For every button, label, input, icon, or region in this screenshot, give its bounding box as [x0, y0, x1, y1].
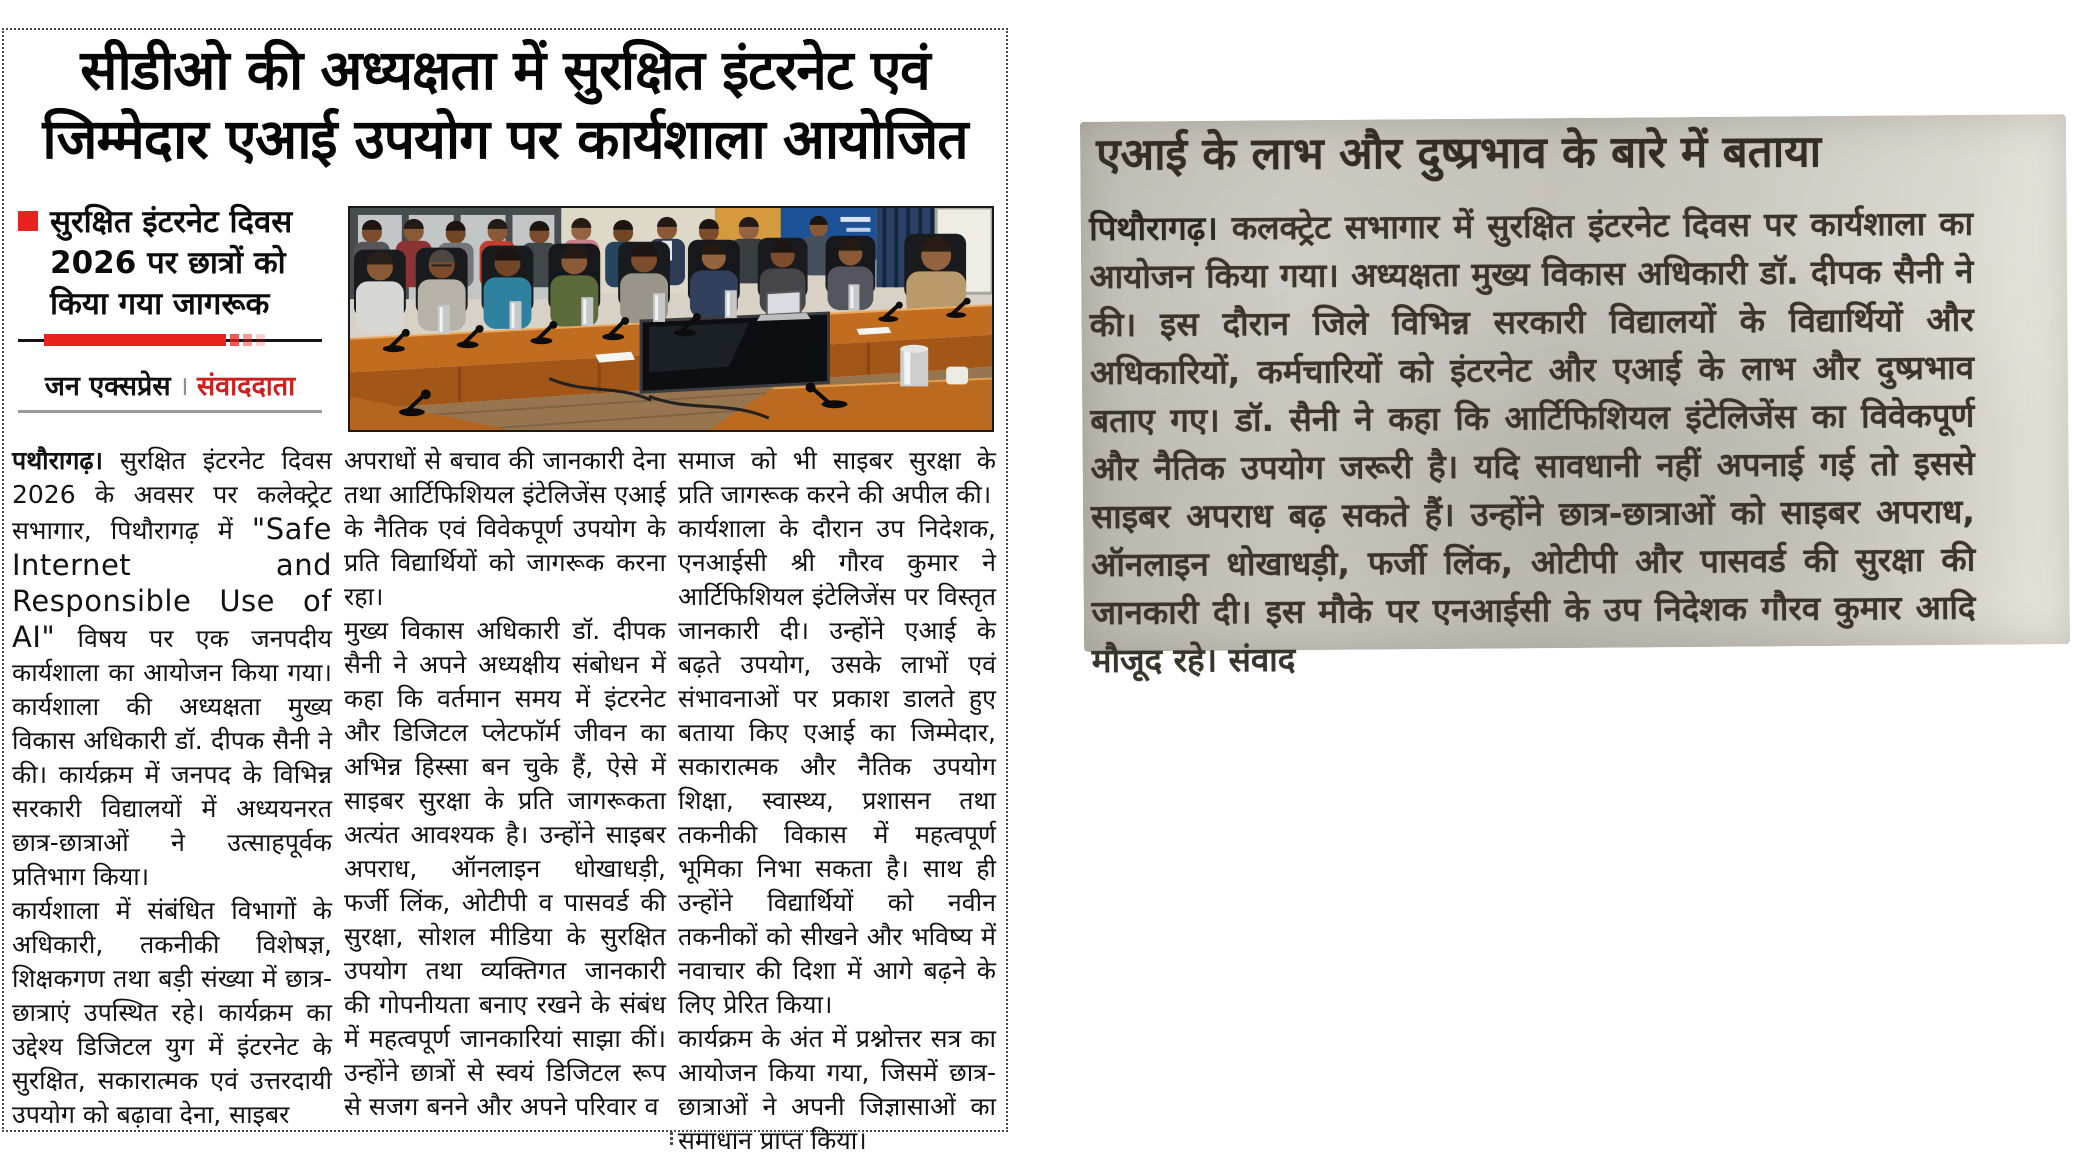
body-column-1 — [12, 444, 332, 1132]
paragraph — [12, 444, 332, 894]
newsprint-body — [1089, 200, 1976, 685]
article-headline — [4, 36, 1006, 174]
paragraph: समाज को भी साइबर सुरक्षा के प्रति जागरूक करने की अपील की। — [678, 446, 996, 509]
paragraph-text: विषय पर एक जनपदीय कार्यशाला का आयोजन किया गया। कार्यशाला की अध्यक्षता मुख्य विकास अधिकारी डॉ. दीपक सैनी ने की। कार्यक्रम में जनपद के विभिन्न सरकारी विद्यालयों में अध्ययनरत छात्र-छात्राओं ने उत्साहपूर्वक प्रतिभाग किया। — [12, 624, 332, 891]
paragraph-text: सुरक्षित इंटरनेट दिवस 2026 के अवसर पर कलेक्ट्रेट सभागार, पिथौरागढ़ में — [12, 446, 332, 545]
rule-red-bar — [44, 334, 226, 346]
paragraph: कार्यशाला में संबंधित विभागों के अधिकारी, तकनीकी विशेषज्ञ, शिक्षकगण तथा बड़ी संख्या में छात्र-छात्राएं उपस्थित रहे। कार्यक्रम का उद्देश्य डिजिटल युग में इंटरनेट के सुरक्षित, सकारात्मक एवं उत्तरदायी उपयोग को बढ़ावा देना, साइबर — [12, 896, 332, 1129]
paragraph-text: कलक्ट्रेट सभागार में सुरक्षित इंटरनेट दिवस पर कार्यशाला का आयोजन किया गया। अध्यक्षता मुख्य विकास अधिकारी डॉ. दीपक सैनी ने की। इस दौरान जिले विभिन्न सरकारी विद्यालयों के विद्यार्थियों और अधिकारियों, कर्मचारियों को इंटरनेट और एआई के लाभ और दुष्प्रभाव बताए गए। डॉ. सैनी ने कहा कि आर्टिफिशियल इंटेलिजेंस का विवेकपूर्ण और नैतिक उपयोग जरूरी है। यदि सावधानी नहीं अपनाई गई तो इससे साइबर अपराध बढ़ सकते हैं। उन्होंने छात्र-छात्राओं को साइबर अपराध, ऑनलाइन धोखाधड़ी, फर्जी लिंक, ओटीपी और पासवर्ड की सुरक्षा की जानकारी दी। इस मौके पर एनआईसी के उप निदेशक गौरव कुमार आदि मौजूद रहे। संवाद — [1089, 203, 1976, 681]
byline-separator: । — [178, 371, 189, 402]
byline-reporter: संवाददाता — [196, 371, 296, 402]
body-column-2 — [344, 444, 666, 1124]
workshop-photo-scene — [350, 208, 992, 430]
paragraph: मुख्य विकास अधिकारी डॉ. दीपक सैनी ने अपने अध्यक्षीय संबोधन में कहा कि वर्तमान समय में इंटरनेट और डिजिटल प्लेटफॉर्म जीवन का अभिन्न हिस्सा बन चुके हैं, ऐसे में साइबर सुरक्षा के प्रति जागरूकता अत्यंत आवश्यक है। उन्होंने साइबर अपराध, ऑनलाइन धोखाधड़ी, फर्जी लिंक, ओटीपी व पासवर्ड की सुरक्षा, सोशल मीडिया के सुरक्षित उपयोग तथा व्यक्तिगत जानकारी की गोपनीयता बनाए रखने के संबंध में महत्वपूर्ण जानकारियां साझा कीं। उन्होंने छात्रों से स्वयं डिजिटल रूप से सजग बनने और अपने परिवार व — [344, 616, 666, 1121]
paragraph: अपराधों से बचाव की जानकारी देना तथा आर्टिफिशियल इंटेलिजेंस एआई के नैतिक एवं विवेकपूर्ण उपयोग के प्रति विद्यार्थियों को जागरूक करना रहा। — [344, 446, 666, 611]
rule-red-dot — [243, 334, 252, 346]
kicker-text: सुरक्षित इंटरनेट दिवस 2026 पर छात्रों को किया गया जागरूक — [50, 204, 293, 322]
headline-line-1: सीडीओ की अध्यक्षता में सुरक्षित इंटरनेट एवं — [80, 38, 930, 102]
english-topic-text: "Safe Internet and Responsible Use of AI" — [12, 512, 332, 654]
headline-line-2: जिम्मेदार एआई उपयोग पर कार्यशाला आयोजित — [42, 107, 968, 171]
paragraph: कार्यक्रम के अंत में प्रश्नोत्तर सत्र का आयोजन किया गया, जिसमें छात्र-छात्राओं ने अपनी जिज्ञासाओं का समाधान प्राप्त किया। — [678, 1024, 996, 1155]
red-square-bullet-icon — [18, 211, 38, 231]
dotted-crop-mark — [670, 1132, 673, 1145]
newsprint-headline: एआई के लाभ और दुष्प्रभाव के बारे में बताया — [1096, 126, 1822, 181]
rule-red-dot — [256, 334, 265, 346]
decorative-rule — [18, 333, 322, 347]
right-article-clipping — [1080, 114, 2070, 681]
rule-red-dot — [230, 334, 239, 346]
kicker — [18, 202, 320, 325]
dateline: पथौरागढ़। — [12, 446, 103, 475]
left-article-clipping — [2, 28, 1008, 1155]
workshop-photo — [348, 206, 994, 432]
body-column-3 — [678, 444, 996, 1158]
byline — [4, 366, 336, 403]
paragraph: कार्यशाला के दौरान उप निदेशक, एनआईसी श्री गौरव कुमार ने आर्टिफिशियल इंटेलिजेंस पर विस्तृत जानकारी दी। उन्होंने एआई के बढ़ते उपयोग, उसके लाभों एवं संभावनाओं पर प्रकाश डालते हुए बताया किए एआई का जिम्मेदार, सकारात्मक और नैतिक उपयोग शिक्षा, स्वास्थ्य, प्रशासन तथा तकनीकी विकास में महत्वपूर्ण भूमिका निभा सकता है। साथ ही उन्होंने विद्यार्थियों को नवीन तकनीकों को सीखने और भविष्य में नवाचार की दिशा में आगे बढ़ने के लिए प्रेरित किया। — [678, 514, 996, 1019]
byline-rule — [18, 410, 322, 413]
byline-paper-name: जन एक्सप्रेस — [44, 371, 171, 402]
dateline: पिथौरागढ़। — [1089, 208, 1218, 249]
